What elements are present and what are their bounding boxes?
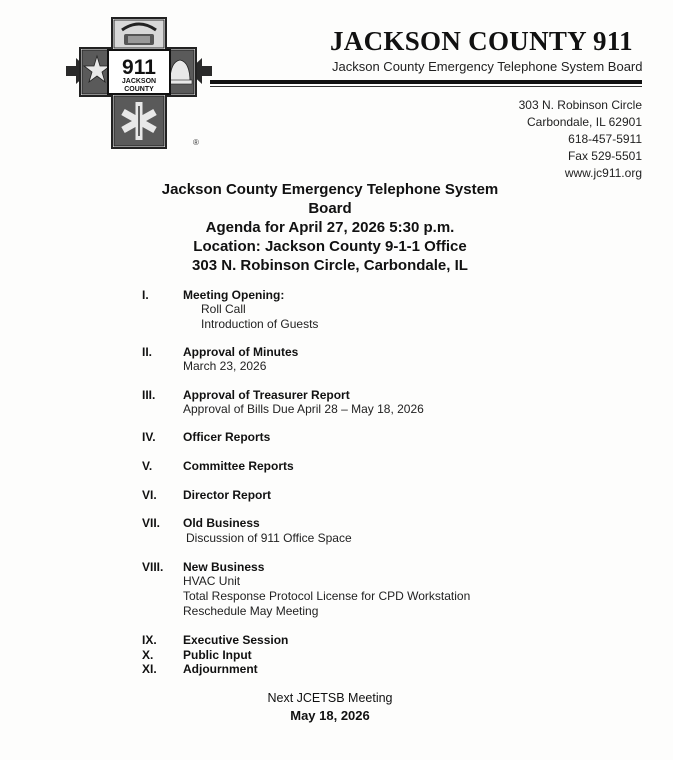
agenda-heading: New Business bbox=[183, 560, 265, 574]
fax-number: Fax 529-5501 bbox=[567, 149, 642, 163]
agenda-heading: Approval of Treasurer Report bbox=[183, 388, 350, 402]
agenda-heading: Adjournment bbox=[183, 662, 258, 676]
agenda-heading: Approval of Minutes bbox=[183, 345, 299, 359]
next-meeting-block bbox=[200, 690, 460, 724]
agenda-numeral: IV. bbox=[142, 430, 156, 444]
agenda-heading: Public Input bbox=[183, 648, 252, 662]
meeting-address-line: 303 N. Robinson Circle, Carbondale, IL bbox=[192, 257, 468, 274]
agenda-numeral: VII. bbox=[142, 516, 161, 530]
agenda-numeral: I. bbox=[142, 288, 149, 302]
agenda-detail: March 23, 2026 bbox=[183, 359, 267, 373]
letterhead-rule bbox=[210, 80, 642, 84]
contact-address bbox=[519, 97, 642, 182]
website-link[interactable]: www.jc911.org bbox=[564, 166, 642, 180]
agenda-numeral: II. bbox=[142, 345, 153, 359]
agenda-heading: Old Business bbox=[183, 516, 260, 530]
street-address: 303 N. Robinson Circle bbox=[518, 98, 642, 112]
letterhead-rule-thin bbox=[210, 86, 642, 87]
agenda-numeral: X. bbox=[142, 648, 154, 662]
agenda-numeral: VI. bbox=[142, 488, 157, 502]
agenda-heading: Meeting Opening: bbox=[183, 288, 285, 302]
meeting-agenda-line: Agenda for April 27, 2026 5:30 p.m. bbox=[205, 219, 455, 236]
agenda-numeral: VIII. bbox=[142, 560, 164, 574]
agenda-heading: Officer Reports bbox=[183, 430, 271, 444]
city-state-zip: Carbondale, IL 62901 bbox=[527, 115, 642, 129]
agenda-detail: Approval of Bills Due April 28 – May 18, 2026 bbox=[183, 402, 424, 416]
organization-subtitle: Jackson County Emergency Telephone System Board bbox=[332, 59, 643, 74]
logo-jackson-text: JACKSON bbox=[121, 78, 157, 85]
organization-title: JACKSON COUNTY 911 bbox=[330, 26, 633, 56]
agenda-detail: Reschedule May Meeting bbox=[183, 604, 319, 618]
agenda-numeral: III. bbox=[142, 388, 156, 402]
agenda-detail: HVAC Unit bbox=[183, 574, 241, 588]
agenda-numeral: V. bbox=[142, 459, 153, 473]
meeting-title-line2: Board bbox=[308, 200, 352, 217]
meeting-title-line1: Jackson County Emergency Telephone System bbox=[161, 181, 499, 198]
agenda-numeral: XI. bbox=[142, 662, 157, 676]
agenda-heading: Director Report bbox=[183, 488, 272, 502]
agenda-heading: Committee Reports bbox=[183, 459, 294, 473]
agenda-detail: Total Response Protocol License for CPD Workstation bbox=[183, 589, 471, 603]
meeting-location-line: Location: Jackson County 9-1-1 Office bbox=[193, 238, 467, 255]
meeting-title-block bbox=[120, 180, 540, 275]
registered-mark: ® bbox=[193, 138, 199, 147]
logo-911-text: 911 bbox=[122, 56, 156, 79]
agenda-detail: Introduction of Guests bbox=[201, 317, 319, 331]
next-meeting-date: May 18, 2026 bbox=[290, 708, 370, 723]
next-meeting-label: Next JCETSB Meeting bbox=[267, 691, 393, 705]
agenda-heading: Executive Session bbox=[183, 633, 289, 647]
phone-number: 618-457-5911 bbox=[568, 132, 642, 146]
agenda-detail: Roll Call bbox=[201, 302, 246, 316]
agenda-numeral: IX. bbox=[142, 633, 157, 647]
jackson-county-911-logo bbox=[64, 16, 214, 156]
logo-county-text: COUNTY bbox=[124, 86, 154, 93]
agenda-detail: Discussion of 911 Office Space bbox=[186, 531, 352, 545]
